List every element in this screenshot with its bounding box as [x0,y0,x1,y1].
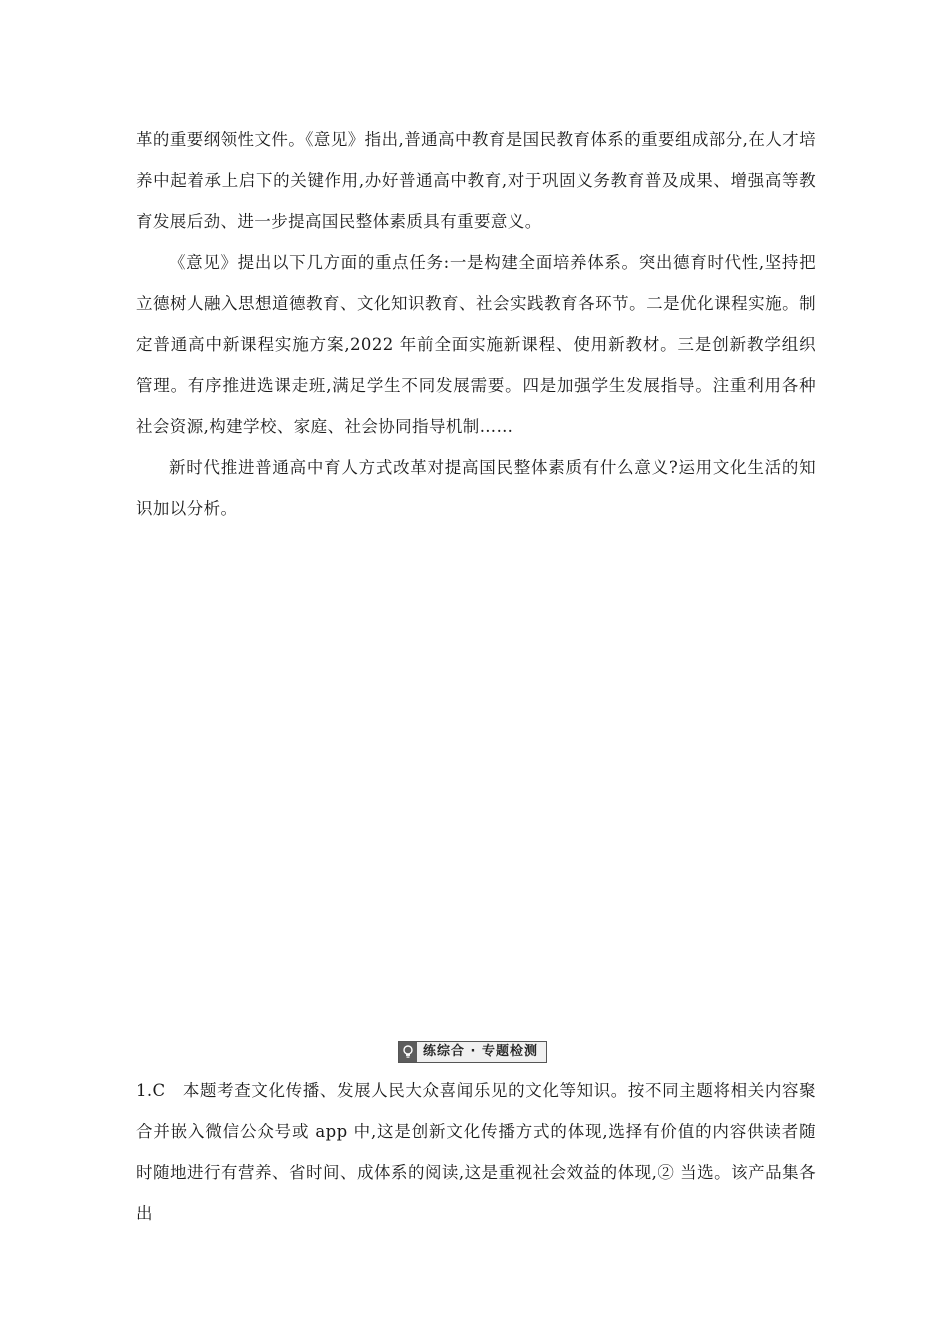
passage-paragraph-2: 《意见》提出以下几方面的重点任务:一是构建全面培养体系。突出德育时代性,坚持把立德树人融入思想道德教育、文化知识教育、社会实践教育各环节。二是优化课程实施。制定普通高中新课程实施方案,2022 年前全面实施新课程、使用新教材。三是创新教学组织管理。有序推进选课走班,满足学生不同发展需要。四是加强学生发展指导。注重利用各种社会资源,构建学校、家庭、社会协同指导机制…… [136,253,816,436]
answer-1: 1.C 本题考查文化传播、发展人民大众喜闻乐见的文化等知识。按不同主题将相关内容聚合并嵌入微信公众号或 app 中,这是创新文化传播方式的体现,选择有价值的内容供读者随时随地进行有营养、省时间、成体系的阅读,这是重视社会效益的体现,② 当选。该产品集各出 [136,1081,816,1223]
lightbulb-icon [399,1042,417,1062]
answer-section [136,1070,816,1234]
question-passage [136,119,816,529]
section-header [398,1041,547,1063]
section-header-label: 练综合 · 专题检测 [417,1042,546,1062]
question-prompt: 新时代推进普通高中育人方式改革对提高国民整体素质有什么意义?运用文化生活的知识加以分析。 [136,458,816,518]
passage-paragraph-1: 革的重要纲领性文件。《意见》指出,普通高中教育是国民教育体系的重要组成部分,在人才培养中起着承上启下的关键作用,办好普通高中教育,对于巩固义务教育普及成果、增强高等教育发展后劲、进一步提高国民整体素质具有重要意义。 [136,130,816,231]
